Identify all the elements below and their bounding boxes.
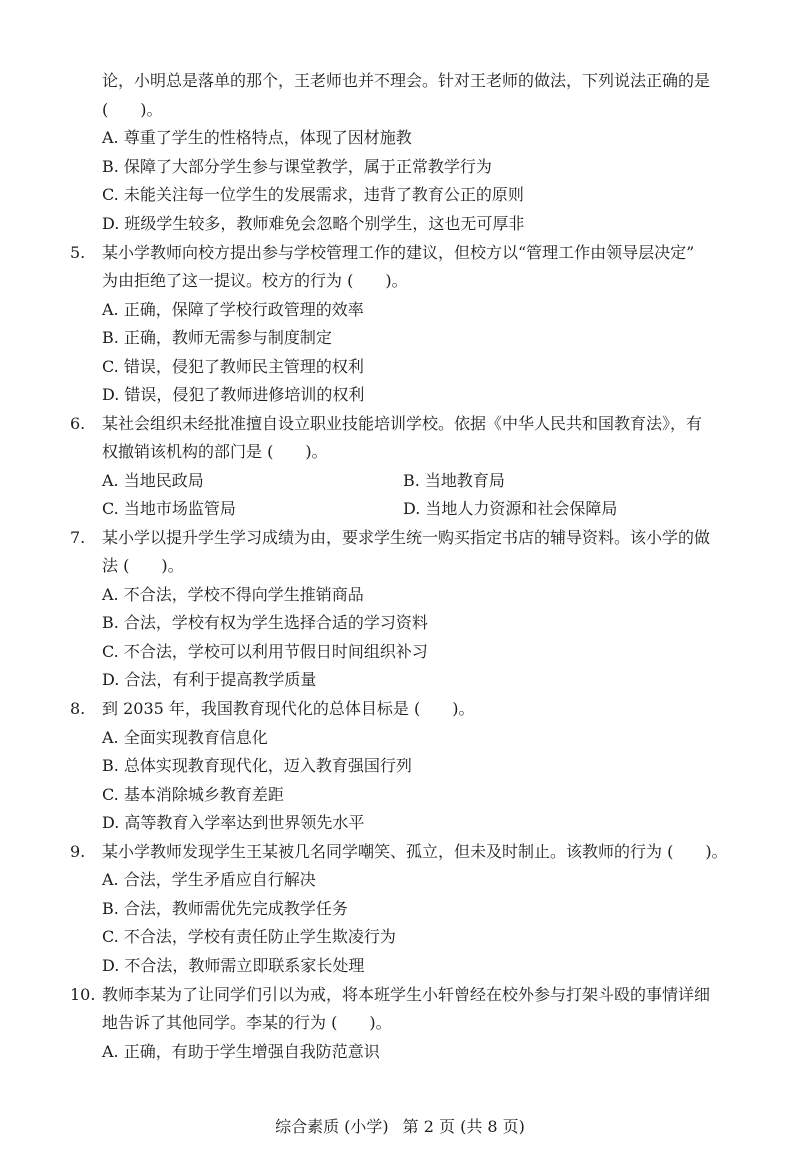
q10-option-a: A. 正确，有助于学生增强自我防范意识 <box>102 1042 380 1061</box>
q4-option-b: B. 保障了大部分学生参与课堂教学，属于正常教学行为 <box>102 157 492 176</box>
q7-option-a: A. 不合法，学校不得向学生推销商品 <box>102 585 364 604</box>
q9-option-b: B. 合法，教师需优先完成教学任务 <box>102 899 348 918</box>
q4-option-a: A. 尊重了学生的性格特点，体现了因材施教 <box>102 128 412 147</box>
q8-option-b: B. 总体实现教育现代化，迈入教育强国行列 <box>102 756 412 775</box>
q7-option-b: B. 合法，学校有权为学生选择合适的学习资料 <box>102 613 428 632</box>
q7-number: 7. <box>70 528 86 547</box>
q4-option-d: D. 班级学生较多，教师难免会忽略个别学生，这也无可厚非 <box>102 214 525 233</box>
q9-option-d: D. 不合法，教师需立即联系家长处理 <box>102 956 365 975</box>
q8-stem-line1: 到 2035 年，我国教育现代化的总体目标是 ( )。 <box>102 699 475 718</box>
q5-number: 5. <box>70 243 86 262</box>
q9-option-a: A. 合法，学生矛盾应自行解决 <box>102 870 316 889</box>
q8-number: 8. <box>70 699 86 718</box>
footer-subject: 综合素质 (小学) <box>275 1117 389 1136</box>
q10-number: 10. <box>70 985 96 1004</box>
q6-number: 6. <box>70 414 86 433</box>
q6-option-b: B. 当地教育局 <box>403 471 505 490</box>
q6-stem-line1: 某社会组织未经批准擅自设立职业技能培训学校。依据《中华人民共和国教育法》，有 <box>102 414 703 433</box>
q6-stem-line2: 权撤销该机构的部门是 ( )。 <box>102 442 328 461</box>
q9-stem-line1: 某小学教师发现学生王某被几名同学嘲笑、孤立，但未及时制止。该教师的行为 ( )。 <box>102 842 728 861</box>
q7-stem-line1: 某小学以提升学生学习成绩为由，要求学生统一购买指定书店的辅导资料。该小学的做 <box>102 528 711 547</box>
q5-stem-line2: 为由拒绝了这一提议。校方的行为 ( )。 <box>102 271 408 290</box>
q5-option-b: B. 正确，教师无需参与制度制定 <box>102 328 332 347</box>
q7-option-c: C. 不合法，学校可以利用节假日时间组织补习 <box>102 642 428 661</box>
q6-option-c: C. 当地市场监管局 <box>102 499 236 518</box>
q9-option-c: C. 不合法，学校有责任防止学生欺凌行为 <box>102 927 396 946</box>
q8-option-d: D. 高等教育入学率达到世界领先水平 <box>102 813 365 832</box>
footer-page-number: 第 2 页 (共 8 页) <box>402 1117 525 1136</box>
q4-stem-line1: 论，小明总是落单的那个，王老师也并不理会。针对王老师的做法，下列说法正确的是 <box>102 71 711 90</box>
q8-option-a: A. 全面实现教育信息化 <box>102 728 268 747</box>
q5-option-d: D. 错误，侵犯了教师进修培训的权利 <box>102 385 365 404</box>
q4-stem-line2: ( )。 <box>102 100 163 119</box>
q4-option-c: C. 未能关注每一位学生的发展需求，违背了教育公正的原则 <box>102 185 524 204</box>
q5-option-a: A. 正确，保障了学校行政管理的效率 <box>102 300 364 319</box>
q10-stem-line2: 地告诉了其他同学。李某的行为 ( )。 <box>102 1013 392 1032</box>
q6-option-a: A. 当地民政局 <box>102 471 204 490</box>
q10-stem-line1: 教师李某为了让同学们引以为戒，将本班学生小轩曾经在校外参与打架斗殴的事情详细 <box>102 985 711 1004</box>
q7-option-d: D. 合法，有利于提高教学质量 <box>102 670 317 689</box>
q5-option-c: C. 错误，侵犯了教师民主管理的权利 <box>102 357 364 376</box>
q8-option-c: C. 基本消除城乡教育差距 <box>102 785 284 804</box>
page-footer <box>0 1116 800 1138</box>
q5-stem-line1: 某小学教师向校方提出参与学校管理工作的建议，但校方以“管理工作由领导层决定” <box>102 243 695 262</box>
q9-number: 9. <box>70 842 86 861</box>
q6-option-d: D. 当地人力资源和社会保障局 <box>403 499 618 518</box>
q7-stem-line2: 法 ( )。 <box>102 556 184 575</box>
